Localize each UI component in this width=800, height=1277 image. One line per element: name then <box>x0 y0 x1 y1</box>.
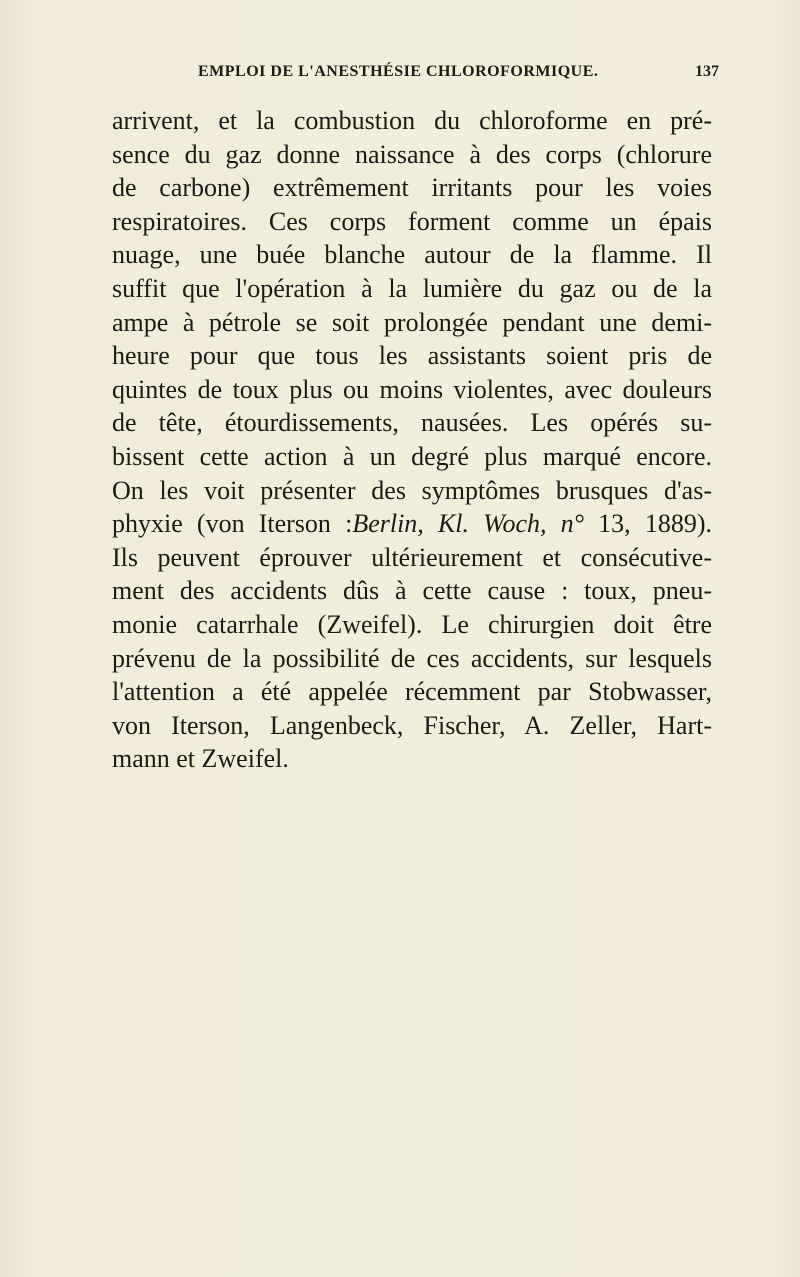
text-line: quintes de toux plus ou moins violentes, avec douleurs <box>112 374 712 404</box>
text-line: ampe à pétrole se soit prolongée pendant une demi- <box>112 307 712 337</box>
text-line: prévenu de la possibilité de ces accidents, sur lesquels <box>112 643 712 673</box>
citation-lead: phyxie (von Iterson : <box>112 509 353 539</box>
text-line: de tête, étourdissements, nausées. Les opérés su- <box>112 408 712 438</box>
text-line: de carbone) extrêmement irritants pour les voies <box>112 173 712 203</box>
text-line: On les voit présenter des symptômes brusques d'as- <box>112 475 712 505</box>
text-line: arrivent, et la combustion du chloroforme en pré- <box>112 106 712 135</box>
text-line: suffit que l'opération à la lumière du gaz ou de la <box>112 273 712 303</box>
citation-details: 13, 1889). <box>584 509 712 539</box>
page-number: 137 <box>695 63 719 80</box>
citation-journal: Berlin, Kl. Woch, n° <box>352 509 585 539</box>
text-line: ment des accidents dûs à cette cause : toux, pneu- <box>112 576 712 606</box>
text-line: Ils peuvent éprouver ultérieurement et consécutive- <box>112 542 712 572</box>
text-line: nuage, une buée blanche autour de la flamme. Il <box>112 240 712 270</box>
text-line: l'attention a été appelée récemment par Stobwasser, <box>112 677 712 707</box>
body-paragraph <box>112 104 712 776</box>
text-line: sence du gaz donne naissance à des corps (chlorure <box>112 139 712 169</box>
text-line: von Iterson, Langenbeck, Fischer, A. Zeller, Hart- <box>112 710 712 740</box>
text-line: heure pour que tous les assistants soient pris de <box>112 341 712 371</box>
text-line: respiratoires. Ces corps forment comme un épais <box>112 206 712 236</box>
text-line: monie catarrhale (Zweifel). Le chirurgien doit être <box>112 609 712 639</box>
citation-line <box>112 507 712 541</box>
running-title: EMPLOI DE L'ANESTHÉSIE CHLOROFORMIQUE. <box>198 63 599 80</box>
text-line: bissent cette action à un degré plus marqué encore. <box>112 441 712 471</box>
text-line: mann et Zweifel. <box>112 744 289 774</box>
